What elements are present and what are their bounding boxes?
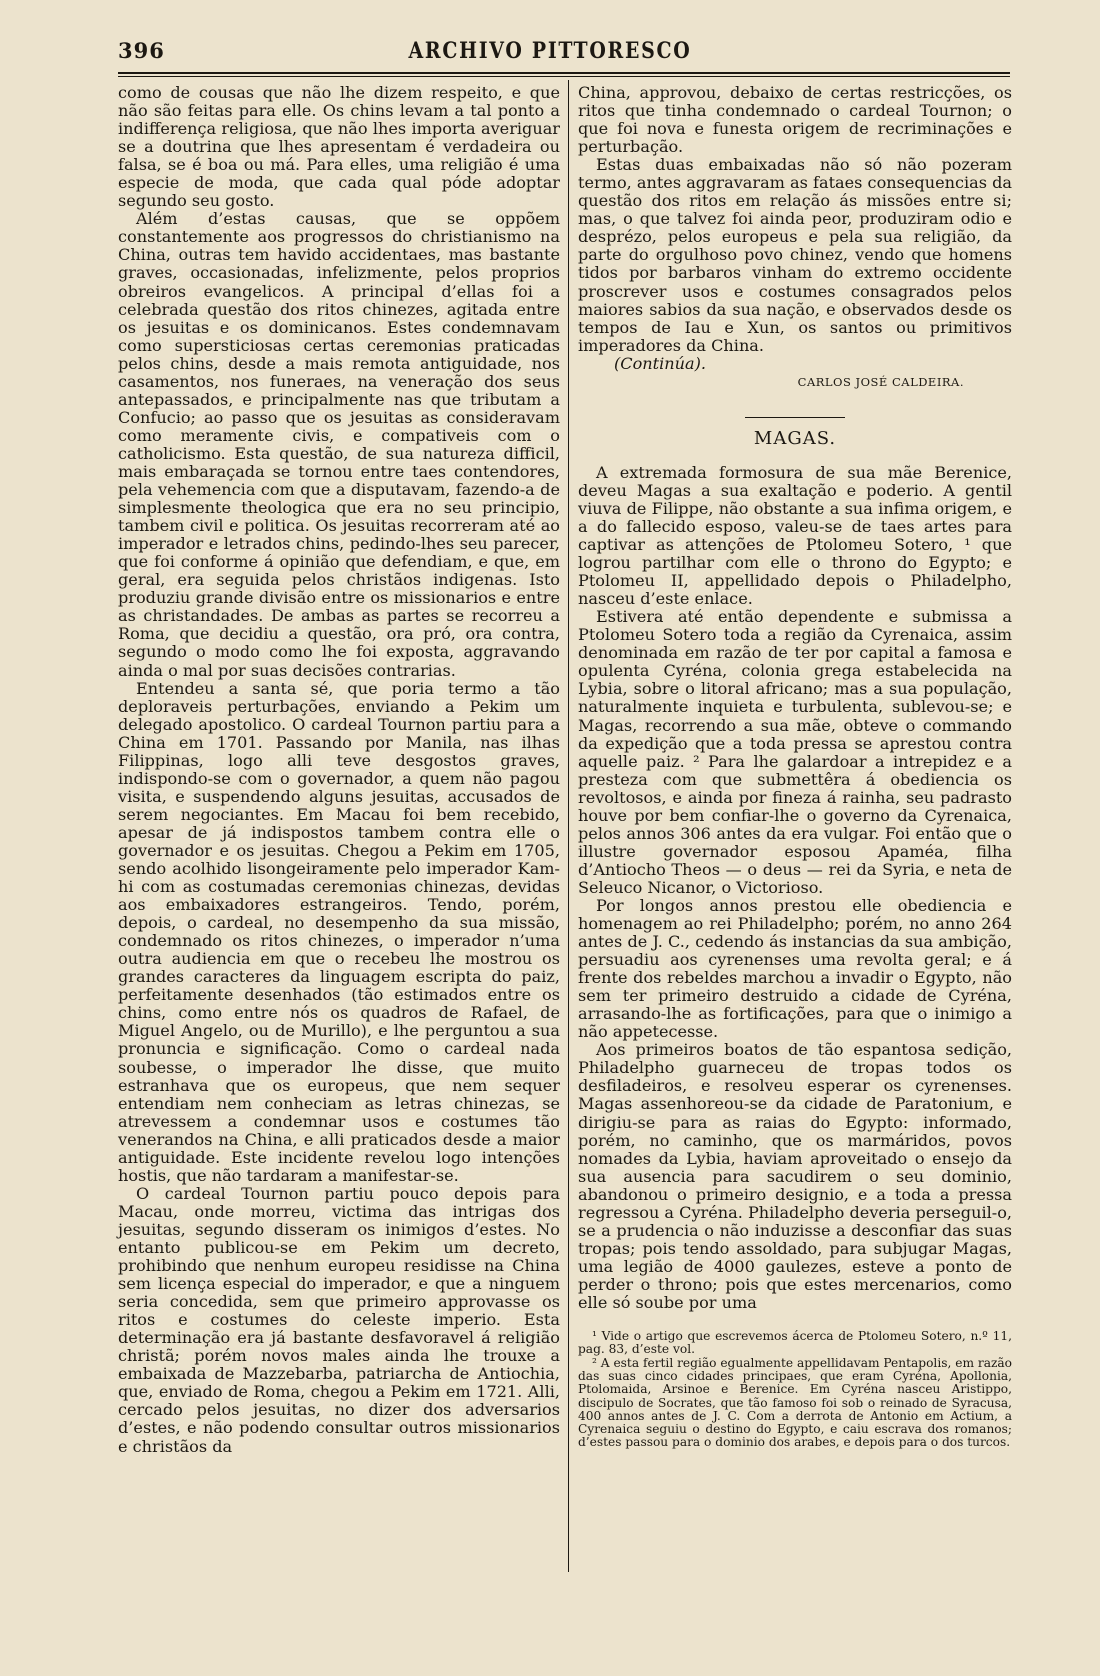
footnote: ¹ Vide o artigo que escrevemos ácerca de Ptolomeu Sotero, n.º 11, pag. 83, d’este vol. <box>578 1329 1012 1357</box>
continua-note: (Continúa). <box>614 353 706 373</box>
paragraph: O cardeal Tournon partiu pouco depois para Macau, onde morreu, victima das intrigas dos jesuitas, segundo disseram os inimigos d’estes. No entanto publicou-se em Pekim um decreto, prohibindo que nenhum europeu residisse na China sem licença especial do imperador, e que a ninguem seria concedida, sem que primeiro approvasse os ritos e costumes do celeste imperio. Esta determinação era já bastante desfavoravel á religião christã; porém novos males ainda lhe trouxe a embaixada de Mazzebarba, patriarcha de Antiochia, que, enviado de Roma, chegou a Pekim em 1721. Alli, cercado pelos jesuitas, no dizer dos adversarios d’estes, e não podendo consultar outros missionarios e christãos da <box>118 1183 560 1456</box>
left-column <box>118 84 560 1456</box>
journal-title: ARCHIVO PITTORESCO <box>408 38 692 64</box>
paragraph: Estivera até então dependente e submissa a Ptolomeu Sotero toda a região da Cyrenaica, assim denominada em razão de ter por capital a famosa e opulenta Cyréna, colonia grega estabelecida na Lybia, sobre o litoral africano; mas a sua população, naturalmente inquieta e turbulenta, sublevou-se; e Magas, recorrendo a sua mãe, obteve o commando da expedição que a toda pressa se aprestou contra aquelle paiz. ² Para lhe galardoar a intrepidez e a presteza com que submettêra á obediencia os revoltosos, e ainda por fineza á rainha, seu padrasto houve por bem confiar-lhe o governo da Cyrenaica, pelos annos 306 antes da era vulgar. Foi então que o illustre governador esposou Apaméa, filha d’Antiocho Theos — o deus — rei da Syria, e neta de Seleuco Nicanor, o Victorioso. <box>578 607 1012 897</box>
header-rule <box>118 72 1010 74</box>
author-signature: CARLOS JOSÉ CALDEIRA. <box>797 374 964 389</box>
article-title: MAGAS. <box>753 427 837 449</box>
column-divider <box>568 80 569 1572</box>
header-rule-thin <box>118 76 1010 77</box>
paragraph: A extremada formosura de sua mãe Berenice, deveu Magas a sua exaltação e poderio. A gentil viuva de Filippe, não obstante a sua infima origem, e a do fallecido esposo, valeu-se de taes artes para captivar as attenções de Ptolomeu Sotero, ¹ que logrou partilhar com elle o throno do Egypto; e Ptolomeu II, appellidado depois o Philadelpho, nasceu d’este enlace. <box>578 462 1012 609</box>
page-number: 396 <box>118 38 165 63</box>
section-rule <box>745 417 845 418</box>
footnotes <box>578 1330 1012 1450</box>
paragraph: China, approvou, debaixo de certas restricções, os ritos que tinha condemnado o cardeal Tournon; o que foi nova e funesta origem de recriminações e perturbação. <box>578 83 1012 157</box>
paragraph: Entendeu a santa sé, que poria termo a tão deploraveis perturbações, enviando a Pekim um delegado apostolico. O cardeal Tournon partiu para a China em 1701. Passando por Manila, nas ilhas Filippinas, logo alli teve desgostos graves, indispondo-se com o governador, a quem não pagou visita, e suspendendo alguns jesuitas, accusados de serem negociantes. Em Macau foi bem recebido, apesar de já indispostos tambem contra elle o governador e os jesuitas. Chegou a Pekim em 1705, sendo acolhido lisongeiramente pelo imperador Kam-hi com as costumadas ceremonias chinezas, devidas aos embaixadores estrangeiros. Tendo, porém, depois, o cardeal, no desempenho da sua missão, condemnado os ritos chinezes, o imperador n’uma outra audiencia em que o recebeu lhe mostrou os grandes caracteres da linguagem escripta do paiz, perfeitamente desenhados (tão estimados entre os chins, como entre nós os quadros de Rafael, de Miguel Angelo, ou de Murillo), e lhe perguntou a sua pronuncia e significação. Como o cardeal nada soubesse, o imperador lhe disse, que muito estranhava que os europeus, que nem sequer entendiam nem conheciam as letras chinezas, se atrevessem a condemnar usos e costumes tão venerandos na China, e alli praticados desde a maior antiguidade. Este incidente revelou logo intenções hostis, que não tardaram a manifestar-se. <box>118 678 560 1185</box>
right-column <box>578 84 1012 1450</box>
paragraph: Aos primeiros boatos de tão espantosa sedição, Philadelpho guarneceu de tropas todos os desfiladeiros, e resolveu esperar os cyrenenses. Magas assenhoreou-se da cidade de Paratonium, e dirigiu-se para as raias do Egypto: informado, porém, no caminho, que os marmáridos, povos nomades da Lybia, haviam aproveitado o ensejo da sua ausencia para sacudirem o seu dominio, abandonou o primeiro designio, e a toda a pressa regressou a Cyréna. Philadelpho deveria perseguil-o, se a prudencia o não induzisse a desconfiar das suas tropas; pois tendo assoldado, para subjugar Magas, uma legião de 4000 gaulezes, esteve a ponto de perder o throno; pois que estes mercenarios, como elle só soube por uma <box>578 1040 1012 1312</box>
footnote: ² A esta fertil região egualmente appellidavam Pentapolis, em razão das suas cinco cidades principaes, que eram Cyréna, Apollonia, Ptolomaida, Arsinoe e Berenice. Em Cyréna nasceu Aristippo, discipulo de Socrates, que tão famoso foi sob o reinado de Syracusa, 400 annos antes de J. C. Com a derrota de Antonio em Actium, a Cyrenaica seguiu o destino do Egypto, e caiu escrava dos romanos; d’estes passou para o dominio dos arabes, e depois para o dos turcos. <box>578 1355 1012 1450</box>
paragraph: Estas duas embaixadas não só não pozeram termo, antes aggravaram as fataes consequencias da questão dos ritos em relação ás missões entre si; mas, o que talvez foi ainda peor, produziram odio e desprézo, pelos europeus e pela sua religião, da parte do orgulhoso povo chinez, vendo que homens tidos por barbaros vinham do extremo occidente proscrever usos e costumes consagrados pelos maiores sabios da sua nação, e observados desde os tempos de Iau e Xun, os santos ou primitivos imperadores da China. <box>578 155 1012 355</box>
paragraph: Além d’estas causas, que se oppõem constantemente aos progressos do christianismo na China, outras tem havido accidentaes, mas bastante graves, occasionadas, infelizmente, pelos proprios obreiros evangelicos. A principal d’ellas foi a celebrada questão dos ritos chinezes, agitada entre os jesuitas e os dominicanos. Estes condemnavam como supersticiosas certas ceremonias praticadas pelos chins, desde a mais remota antiguidade, nos casamentos, nos funeraes, na veneração dos seus antepassados, e principalmente nas que tributam a Confucio; ao passo que os jesuitas as consideravam como meramente civis, e compativeis com o catholicismo. Esta questão, de sua natureza difficil, mais embaraçada se tornou entre taes contendores, pela vehemencia com que a disputavam, fazendo-a de simplesmente theologica que era no seu principio, tambem civil e politica. Os jesuitas recorreram até ao imperador e letrados chins, pedindo-lhes seu parecer, que foi conforme á opinião que defendiam, e que, em geral, era seguida pelos christãos indigenas. Isto produziu grande divisão entre os missionarios e entre as christandades. De ambas as partes se recorreu a Roma, que decidiu a questão, ora pró, ora contra, segundo o modo como lhe foi exposta, aggravando ainda o mal por suas decisões contrarias. <box>118 209 560 680</box>
paragraph: como de cousas que não lhe dizem respeito, e que não são feitas para elle. Os chins levam a tal ponto a indifferença religiosa, que não lhes importa averiguar se a doutrina que lhes apresentam é verdadeira ou falsa, se é boa ou má. Para elles, uma religião é uma especie de moda, que cada qual póde adoptar segundo seu gosto. <box>118 83 560 211</box>
paragraph: Por longos annos prestou elle obediencia e homenagem ao rei Philadelpho; porém, no anno 264 antes de J. C., cedendo ás instancias da sua ambição, persuadiu aos cyrenenses uma revolta geral; e á frente dos rebeldes marchou a invadir o Egypto, não sem ter primeiro destruido a cidade de Cyréna, arrasando-lhe as fortificações, para que o inimigo a não appetecesse. <box>578 895 1012 1042</box>
